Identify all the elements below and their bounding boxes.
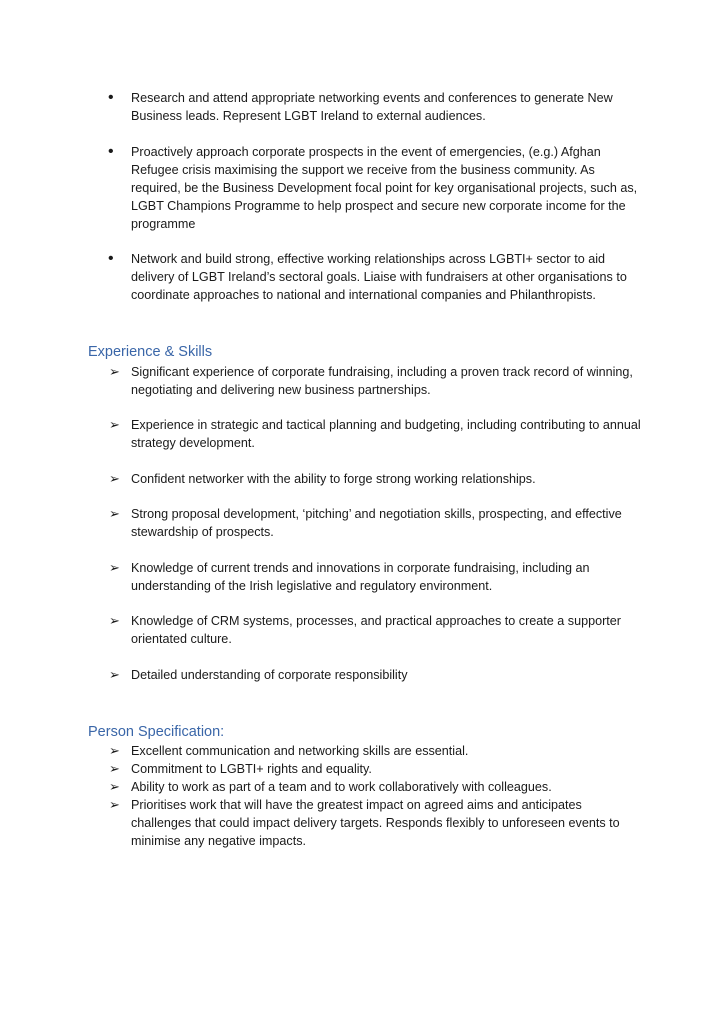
list-item-text: Confident networker with the ability to forge strong working relationships. xyxy=(131,472,536,486)
list-item-text: Network and build strong, effective working relationships across LGBTI+ sector to aid delivery of LGBT Ireland’s sectoral goals. Liaise with fundraisers at other organisations to coordinate approaches to national and international companies and Philanthropists. xyxy=(131,252,627,302)
list-item-text: Excellent communication and networking skills are essential. xyxy=(131,744,469,758)
list-item xyxy=(109,742,641,760)
arrow-bullet-icon: ➢ xyxy=(109,797,120,812)
list-item xyxy=(109,778,641,796)
list-item xyxy=(109,612,641,648)
list-item xyxy=(108,143,641,233)
list-item-text: Significant experience of corporate fundraising, including a proven track record of winning, negotiating and delivering new business partnerships. xyxy=(131,365,633,397)
list-item-text: Research and attend appropriate networking events and conferences to generate New Business leads. Represent LGBT Ireland to external audiences. xyxy=(131,91,613,123)
list-item-text: Proactively approach corporate prospects in the event of emergencies, (e.g.) Afghan Refugee crisis maximising the support we receive from the business community. As required, be the Business Development focal point for key organisational projects, such as, LGBT Champions Programme to help prospect and secure new corporate income for the programme xyxy=(131,145,638,231)
arrow-bullet-icon: ➢ xyxy=(109,761,120,776)
arrow-bullet-icon: ➢ xyxy=(109,417,120,432)
arrow-bullet-icon: ➢ xyxy=(109,779,120,794)
list-item xyxy=(108,89,641,125)
bullet-marker: • xyxy=(108,143,114,160)
arrow-bullet-icon: ➢ xyxy=(109,364,120,379)
list-item xyxy=(109,559,641,595)
bullet-marker: • xyxy=(108,89,114,106)
list-item xyxy=(109,760,641,778)
list-item-text: Ability to work as part of a team and to work collaboratively with colleagues. xyxy=(131,780,552,794)
list-item-text: Experience in strategic and tactical planning and budgeting, including contributing to annual strategy development. xyxy=(131,418,641,450)
list-item-text: Prioritises work that will have the greatest impact on agreed aims and anticipates challenges that could impact delivery targets. Responds flexibly to unforeseen events to minimise any negative impacts. xyxy=(131,798,620,848)
bullet-marker: • xyxy=(108,250,114,267)
list-item-text: Knowledge of CRM systems, processes, and practical approaches to create a supporter orientated culture. xyxy=(131,614,622,646)
list-item-text: Knowledge of current trends and innovations in corporate fundraising, including an understanding of the Irish legislative and regulatory environment. xyxy=(131,561,590,593)
list-item xyxy=(109,416,641,452)
arrow-bullet-icon: ➢ xyxy=(109,743,120,758)
list-item xyxy=(109,470,641,488)
list-item-text: Detailed understanding of corporate responsibility xyxy=(131,668,408,682)
list-item xyxy=(108,250,641,304)
arrow-bullet-icon: ➢ xyxy=(109,613,120,628)
arrow-bullet-icon: ➢ xyxy=(109,471,120,486)
list-item xyxy=(109,666,641,684)
arrow-bullet-icon: ➢ xyxy=(109,560,120,575)
arrow-bullet-icon: ➢ xyxy=(109,506,120,521)
list-item xyxy=(109,505,641,541)
person-spec-heading: Person Specification: xyxy=(88,724,225,740)
arrow-bullet-icon: ➢ xyxy=(109,667,120,682)
experience-heading: Experience & Skills xyxy=(88,344,213,360)
list-item xyxy=(109,796,641,850)
list-item-text: Commitment to LGBTI+ rights and equality. xyxy=(131,762,372,776)
list-item-text: Strong proposal development, ‘pitching’ and negotiation skills, prospecting, and effective stewardship of prospects. xyxy=(131,507,622,539)
list-item xyxy=(109,363,641,399)
